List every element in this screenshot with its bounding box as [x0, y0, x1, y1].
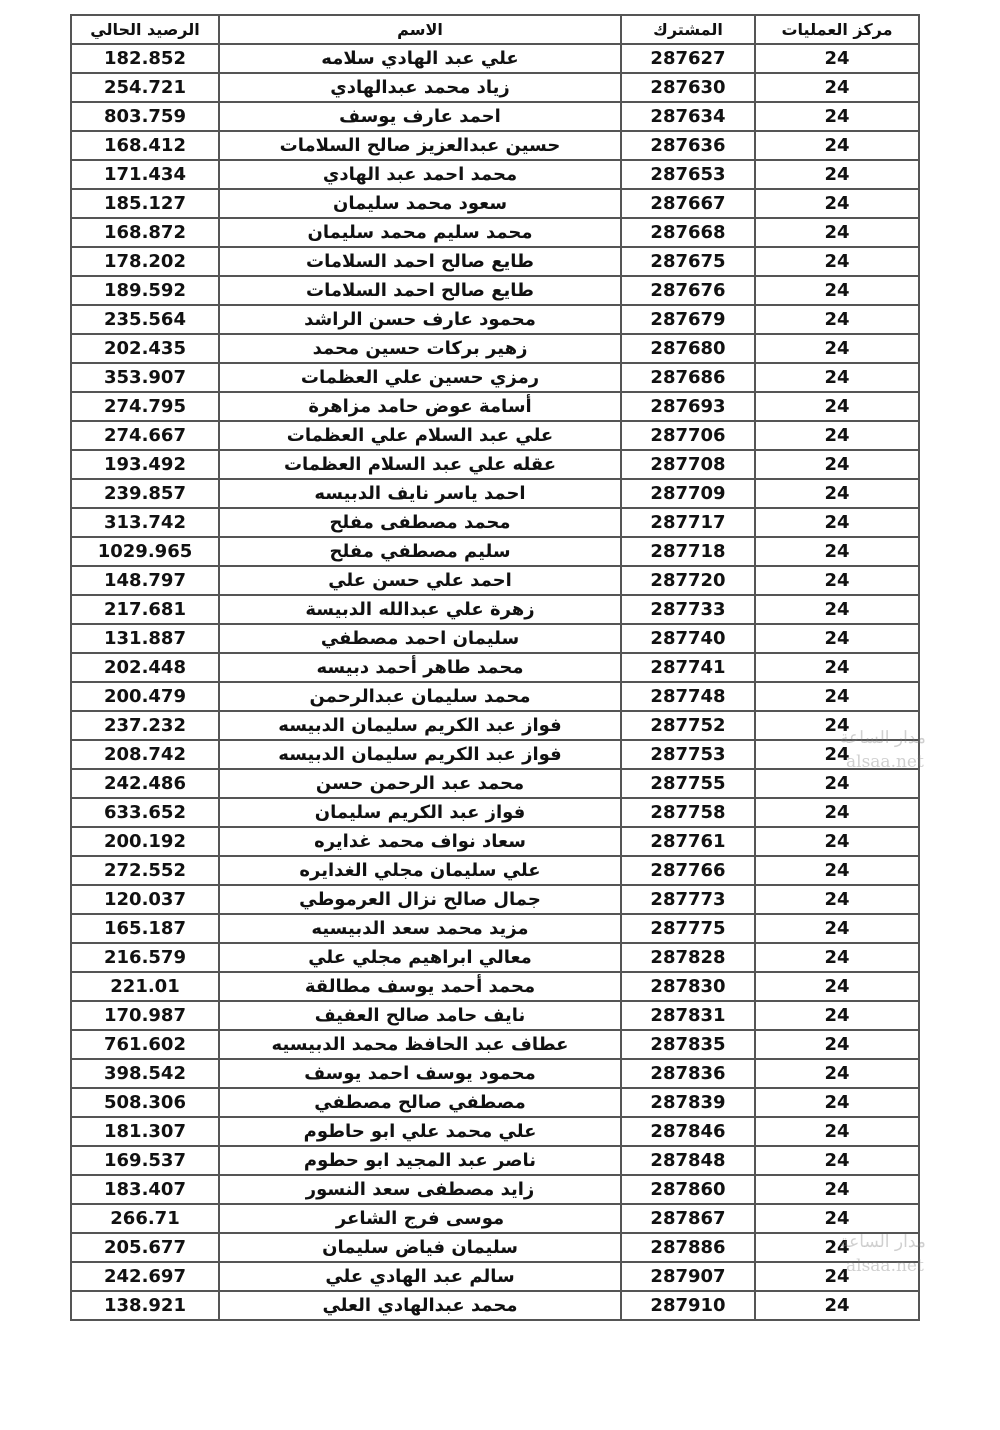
cell-subscriber: 287630 [621, 73, 755, 102]
cell-subscriber: 287708 [621, 450, 755, 479]
cell-subscriber: 287828 [621, 943, 755, 972]
cell-name: سعاد نواف محمد غدايره [219, 827, 621, 856]
cell-balance: 138.921 [71, 1291, 219, 1320]
cell-balance: 274.667 [71, 421, 219, 450]
cell-balance: 398.542 [71, 1059, 219, 1088]
cell-subscriber: 287910 [621, 1291, 755, 1320]
cell-center: 24 [755, 508, 919, 537]
cell-name: محمد سليمان عبدالرحمن [219, 682, 621, 711]
cell-balance: 131.887 [71, 624, 219, 653]
cell-center: 24 [755, 827, 919, 856]
cell-center: 24 [755, 363, 919, 392]
cell-name: محمود عارف حسن الراشد [219, 305, 621, 334]
cell-name: ناصر عبد المجيد ابو حطوم [219, 1146, 621, 1175]
cell-balance: 183.407 [71, 1175, 219, 1204]
cell-center: 24 [755, 421, 919, 450]
cell-name: سعود محمد سليمان [219, 189, 621, 218]
table-row [71, 1088, 919, 1117]
cell-center: 24 [755, 682, 919, 711]
cell-name: زهير بركات حسين محمد [219, 334, 621, 363]
cell-name: نايف حامد صالح العفيف [219, 1001, 621, 1030]
cell-subscriber: 287679 [621, 305, 755, 334]
cell-subscriber: 287755 [621, 769, 755, 798]
table-row [71, 479, 919, 508]
cell-name: سليمان احمد مصطفي [219, 624, 621, 653]
cell-subscriber: 287748 [621, 682, 755, 711]
header-name: الاسم [219, 15, 621, 44]
table-row [71, 131, 919, 160]
cell-balance: 182.852 [71, 44, 219, 73]
cell-center: 24 [755, 305, 919, 334]
cell-balance: 120.037 [71, 885, 219, 914]
cell-subscriber: 287653 [621, 160, 755, 189]
table-row [71, 827, 919, 856]
cell-center: 24 [755, 44, 919, 73]
cell-name: علي سليمان مجلي الغدايره [219, 856, 621, 885]
cell-balance: 237.232 [71, 711, 219, 740]
cell-subscriber: 287848 [621, 1146, 755, 1175]
cell-name: فواز عبد الكريم سليمان [219, 798, 621, 827]
cell-subscriber: 287636 [621, 131, 755, 160]
cell-name: طايع صالح احمد السلامات [219, 276, 621, 305]
cell-center: 24 [755, 972, 919, 1001]
table-row [71, 421, 919, 450]
cell-center: 24 [755, 276, 919, 305]
cell-center: 24 [755, 1088, 919, 1117]
cell-balance: 242.697 [71, 1262, 219, 1291]
cell-center: 24 [755, 1262, 919, 1291]
table-row [71, 102, 919, 131]
cell-center: 24 [755, 450, 919, 479]
cell-balance: 242.486 [71, 769, 219, 798]
table-row [71, 160, 919, 189]
table-row [71, 769, 919, 798]
table-row [71, 450, 919, 479]
cell-name: محمد احمد عبد الهادي [219, 160, 621, 189]
table-header-row [71, 15, 919, 44]
header-subscriber: المشترك [621, 15, 755, 44]
cell-balance: 193.492 [71, 450, 219, 479]
cell-balance: 633.652 [71, 798, 219, 827]
cell-name: سليمان فياض سليمان [219, 1233, 621, 1262]
cell-balance: 205.677 [71, 1233, 219, 1262]
table-row [71, 392, 919, 421]
table-row [71, 740, 919, 769]
cell-subscriber: 287761 [621, 827, 755, 856]
cell-subscriber: 287668 [621, 218, 755, 247]
cell-balance: 168.412 [71, 131, 219, 160]
cell-balance: 202.435 [71, 334, 219, 363]
cell-balance: 239.857 [71, 479, 219, 508]
cell-balance: 202.448 [71, 653, 219, 682]
cell-name: سليم مصطفي مفلح [219, 537, 621, 566]
cell-subscriber: 287867 [621, 1204, 755, 1233]
cell-name: سالم عبد الهادي علي [219, 1262, 621, 1291]
cell-subscriber: 287860 [621, 1175, 755, 1204]
cell-subscriber: 287846 [621, 1117, 755, 1146]
cell-subscriber: 287886 [621, 1233, 755, 1262]
cell-center: 24 [755, 798, 919, 827]
cell-name: أسامة عوض حامد مزاهرة [219, 392, 621, 421]
cell-name: مصطفي صالح مصطفي [219, 1088, 621, 1117]
cell-subscriber: 287741 [621, 653, 755, 682]
cell-subscriber: 287676 [621, 276, 755, 305]
cell-name: طايع صالح احمد السلامات [219, 247, 621, 276]
cell-subscriber: 287733 [621, 595, 755, 624]
cell-balance: 1029.965 [71, 537, 219, 566]
cell-name: زياد محمد عبدالهادي [219, 73, 621, 102]
cell-balance: 235.564 [71, 305, 219, 334]
cell-center: 24 [755, 653, 919, 682]
cell-name: موسى فرج الشاعر [219, 1204, 621, 1233]
cell-balance: 170.987 [71, 1001, 219, 1030]
cell-center: 24 [755, 392, 919, 421]
cell-subscriber: 287709 [621, 479, 755, 508]
cell-center: 24 [755, 856, 919, 885]
cell-center: 24 [755, 1059, 919, 1088]
cell-name: معالي ابراهيم مجلي علي [219, 943, 621, 972]
table-row [71, 1204, 919, 1233]
cell-name: محمود يوسف احمد يوسف [219, 1059, 621, 1088]
table-row [71, 624, 919, 653]
cell-balance: 178.202 [71, 247, 219, 276]
table-row [71, 1291, 919, 1320]
cell-name: جمال صالح نزال العرموطي [219, 885, 621, 914]
table-row [71, 914, 919, 943]
cell-center: 24 [755, 1175, 919, 1204]
cell-subscriber: 287773 [621, 885, 755, 914]
cell-subscriber: 287634 [621, 102, 755, 131]
cell-balance: 508.306 [71, 1088, 219, 1117]
cell-name: زهرة علي عبدالله الدبيسة [219, 595, 621, 624]
cell-subscriber: 287693 [621, 392, 755, 421]
cell-center: 24 [755, 769, 919, 798]
cell-center: 24 [755, 131, 919, 160]
watermark-url-2: alsaa.net [846, 1256, 924, 1276]
table-row [71, 682, 919, 711]
cell-subscriber: 287753 [621, 740, 755, 769]
cell-balance: 185.127 [71, 189, 219, 218]
table-row [71, 1233, 919, 1262]
cell-name: محمد أحمد يوسف مطالقة [219, 972, 621, 1001]
watermark-url: alsaa.net [846, 752, 924, 772]
cell-center: 24 [755, 1204, 919, 1233]
cell-center: 24 [755, 160, 919, 189]
table-row [71, 1262, 919, 1291]
cell-balance: 217.681 [71, 595, 219, 624]
table-row [71, 305, 919, 334]
cell-balance: 313.742 [71, 508, 219, 537]
cell-subscriber: 287740 [621, 624, 755, 653]
cell-center: 24 [755, 1001, 919, 1030]
cell-balance: 803.759 [71, 102, 219, 131]
cell-center: 24 [755, 479, 919, 508]
table-row [71, 1117, 919, 1146]
cell-balance: 254.721 [71, 73, 219, 102]
cell-subscriber: 287839 [621, 1088, 755, 1117]
table-row [71, 218, 919, 247]
cell-center: 24 [755, 189, 919, 218]
balances-table [70, 14, 920, 1321]
cell-balance: 208.742 [71, 740, 219, 769]
cell-balance: 761.602 [71, 1030, 219, 1059]
table-row [71, 73, 919, 102]
cell-balance: 221.01 [71, 972, 219, 1001]
table-row [71, 363, 919, 392]
table-row [71, 276, 919, 305]
cell-name: محمد عبد الرحمن حسن [219, 769, 621, 798]
cell-balance: 216.579 [71, 943, 219, 972]
table-row [71, 711, 919, 740]
table-row [71, 189, 919, 218]
cell-center: 24 [755, 334, 919, 363]
cell-balance: 169.537 [71, 1146, 219, 1175]
cell-subscriber: 287836 [621, 1059, 755, 1088]
cell-center: 24 [755, 1291, 919, 1320]
cell-subscriber: 287830 [621, 972, 755, 1001]
cell-subscriber: 287758 [621, 798, 755, 827]
watermark-name: مدار الساعة [840, 728, 926, 748]
cell-subscriber: 287775 [621, 914, 755, 943]
document-sheet [70, 14, 918, 1321]
cell-balance: 181.307 [71, 1117, 219, 1146]
cell-center: 24 [755, 711, 919, 740]
cell-name: احمد ياسر نايف الدبيسه [219, 479, 621, 508]
cell-subscriber: 287675 [621, 247, 755, 276]
cell-name: فواز عبد الكريم سليمان الدبيسه [219, 711, 621, 740]
cell-name: عطاف عبد الحافظ محمد الدبيسيه [219, 1030, 621, 1059]
cell-subscriber: 287717 [621, 508, 755, 537]
table-row [71, 537, 919, 566]
cell-name: رمزي حسين علي العظمات [219, 363, 621, 392]
cell-name: عقله علي عبد السلام العظمات [219, 450, 621, 479]
cell-center: 24 [755, 102, 919, 131]
cell-subscriber: 287706 [621, 421, 755, 450]
cell-center: 24 [755, 740, 919, 769]
table-row [71, 856, 919, 885]
cell-balance: 171.434 [71, 160, 219, 189]
cell-subscriber: 287667 [621, 189, 755, 218]
cell-subscriber: 287718 [621, 537, 755, 566]
cell-subscriber: 287627 [621, 44, 755, 73]
cell-center: 24 [755, 1146, 919, 1175]
cell-name: فواز عبد الكريم سليمان الدبيسه [219, 740, 621, 769]
table-row [71, 1059, 919, 1088]
header-center: مركز العمليات [755, 15, 919, 44]
table-row [71, 334, 919, 363]
cell-name: احمد علي حسن علي [219, 566, 621, 595]
table-row [71, 972, 919, 1001]
cell-center: 24 [755, 218, 919, 247]
cell-balance: 200.479 [71, 682, 219, 711]
cell-center: 24 [755, 1117, 919, 1146]
cell-center: 24 [755, 1233, 919, 1262]
table-row [71, 44, 919, 73]
cell-name: احمد عارف يوسف [219, 102, 621, 131]
cell-center: 24 [755, 885, 919, 914]
table-row [71, 595, 919, 624]
cell-name: علي محمد علي ابو حاطوم [219, 1117, 621, 1146]
cell-center: 24 [755, 914, 919, 943]
table-row [71, 1001, 919, 1030]
cell-name: محمد طاهر أحمد دبيسه [219, 653, 621, 682]
cell-subscriber: 287686 [621, 363, 755, 392]
cell-center: 24 [755, 73, 919, 102]
cell-balance: 189.592 [71, 276, 219, 305]
cell-subscriber: 287835 [621, 1030, 755, 1059]
cell-center: 24 [755, 566, 919, 595]
watermark-name-2: مدار الساعة [840, 1232, 926, 1252]
cell-name: مزيد محمد سعد الدبيسيه [219, 914, 621, 943]
table-row [71, 508, 919, 537]
header-balance: الرصيد الحالي [71, 15, 219, 44]
table-row [71, 943, 919, 972]
cell-balance: 165.187 [71, 914, 219, 943]
cell-name: محمد مصطفى مفلح [219, 508, 621, 537]
cell-subscriber: 287766 [621, 856, 755, 885]
cell-center: 24 [755, 595, 919, 624]
cell-balance: 200.192 [71, 827, 219, 856]
table-row [71, 1030, 919, 1059]
cell-subscriber: 287720 [621, 566, 755, 595]
cell-center: 24 [755, 537, 919, 566]
cell-center: 24 [755, 943, 919, 972]
cell-balance: 148.797 [71, 566, 219, 595]
cell-balance: 266.71 [71, 1204, 219, 1233]
cell-balance: 168.872 [71, 218, 219, 247]
cell-balance: 353.907 [71, 363, 219, 392]
cell-name: زايد مصطفى سعد النسور [219, 1175, 621, 1204]
table-row [71, 885, 919, 914]
table-row [71, 1146, 919, 1175]
cell-subscriber: 287680 [621, 334, 755, 363]
cell-name: محمد سليم محمد سليمان [219, 218, 621, 247]
cell-balance: 274.795 [71, 392, 219, 421]
cell-name: علي عبد السلام علي العظمات [219, 421, 621, 450]
cell-balance: 272.552 [71, 856, 219, 885]
cell-name: محمد عبدالهادي العلي [219, 1291, 621, 1320]
cell-center: 24 [755, 624, 919, 653]
cell-name: علي عبد الهادي سلامه [219, 44, 621, 73]
table-row [71, 566, 919, 595]
cell-center: 24 [755, 247, 919, 276]
cell-subscriber: 287907 [621, 1262, 755, 1291]
cell-center: 24 [755, 1030, 919, 1059]
table-row [71, 798, 919, 827]
table-row [71, 653, 919, 682]
table-row [71, 247, 919, 276]
cell-name: حسين عبدالعزيز صالح السلامات [219, 131, 621, 160]
cell-subscriber: 287752 [621, 711, 755, 740]
cell-subscriber: 287831 [621, 1001, 755, 1030]
table-row [71, 1175, 919, 1204]
